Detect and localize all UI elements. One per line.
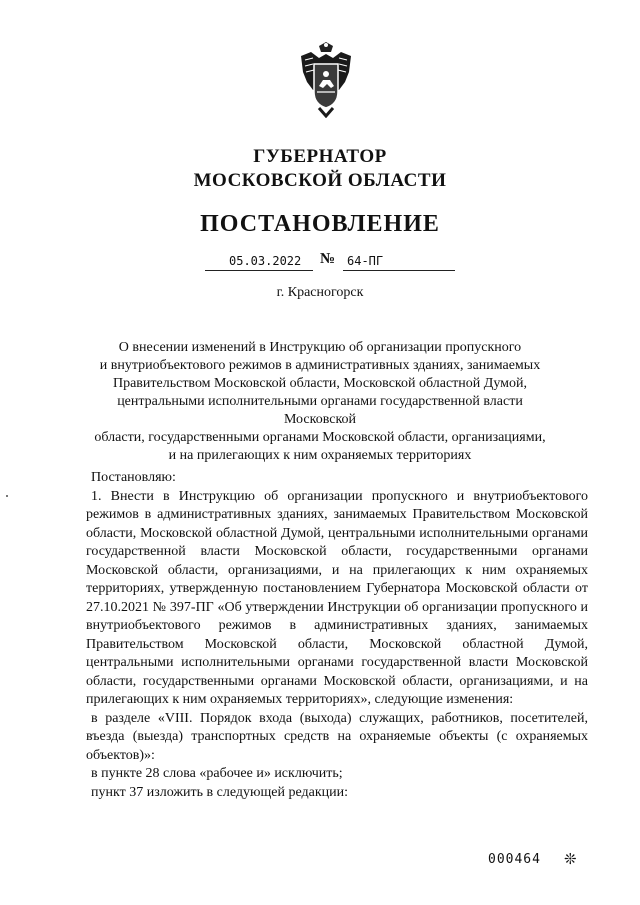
- body-paragraph-1: 1. Внести в Инструкцию об организации пропускного и внутриобъектового режимов в административных зданиях, занимаемых Правительством Московской области, Московской областной Думой, центральными исполнительными органами государственной власти Московской области, государственными органами Московской области, организациями, и на прилегающих к ним охраняемых территориях, утвержденную постановлением Губернатора Московской области от 27.10.2021 № 397-ПГ «Об утверждении Инструкции об организации пропускного и внутриобъектового режимов в административных зданиях, занимаемых Правительством Московской области, Московской областной Думой, центральными исполнительными органами государственной власти Московской области, государственными органами Московской области, организациями, и на прилегающих к ним охраняемых территориях», следующие изменения:: [86, 488, 588, 707]
- security-mark-icon: ❊: [564, 852, 577, 868]
- subject-line: области, государственными органами Московской области, организациями,: [94, 430, 546, 445]
- subject-line: и внутриобъектового режимов в административных зданиях, занимаемых: [99, 358, 541, 373]
- subject-line: Правительством Московской области, Московской областной Думой,: [112, 376, 528, 391]
- subject-line: центральными исполнительными органами государственной власти Московской: [117, 394, 523, 427]
- number-sign: №: [320, 251, 336, 267]
- body-paragraph-4: пункт 37 изложить в следующей редакции:: [91, 784, 348, 800]
- intro-line: Постановляю:: [91, 470, 176, 485]
- subject-line: и на прилегающих к ним охраняемых территориях: [168, 448, 472, 463]
- body-paragraph-2: в разделе «VIII. Порядок входа (выхода) служащих, работников, посетителей, въезда (выезда) транспортных средств на охраняемые объекты (с охраняемых объектов)»:: [86, 710, 588, 763]
- scan-speck: [6, 495, 8, 497]
- decree-subject: [85, 339, 555, 465]
- body-paragraph-3: в пункте 28 слова «рабочее и» исключить;: [91, 766, 343, 781]
- subject-line: О внесении изменений в Инструкцию об организации пропускного: [118, 340, 522, 355]
- date-underline: [205, 270, 313, 271]
- decree-number: 64-ПГ: [347, 254, 384, 268]
- number-underline: [343, 270, 455, 271]
- moscow-region-coat-of-arms-icon: [297, 42, 355, 118]
- document-type-title: ПОСТАНОВЛЕНИЕ: [200, 211, 440, 237]
- decree-body: [86, 469, 588, 802]
- form-serial-number: 000464: [488, 852, 541, 867]
- city-of-issue: г. Красногорск: [276, 285, 364, 300]
- issuer-title-line2: МОСКОВСКОЙ ОБЛАСТИ: [193, 170, 447, 191]
- registration-line: [205, 251, 455, 273]
- decree-date: 05.03.2022: [229, 254, 302, 268]
- issuer-title-line1: ГУБЕРНАТОР: [253, 146, 387, 167]
